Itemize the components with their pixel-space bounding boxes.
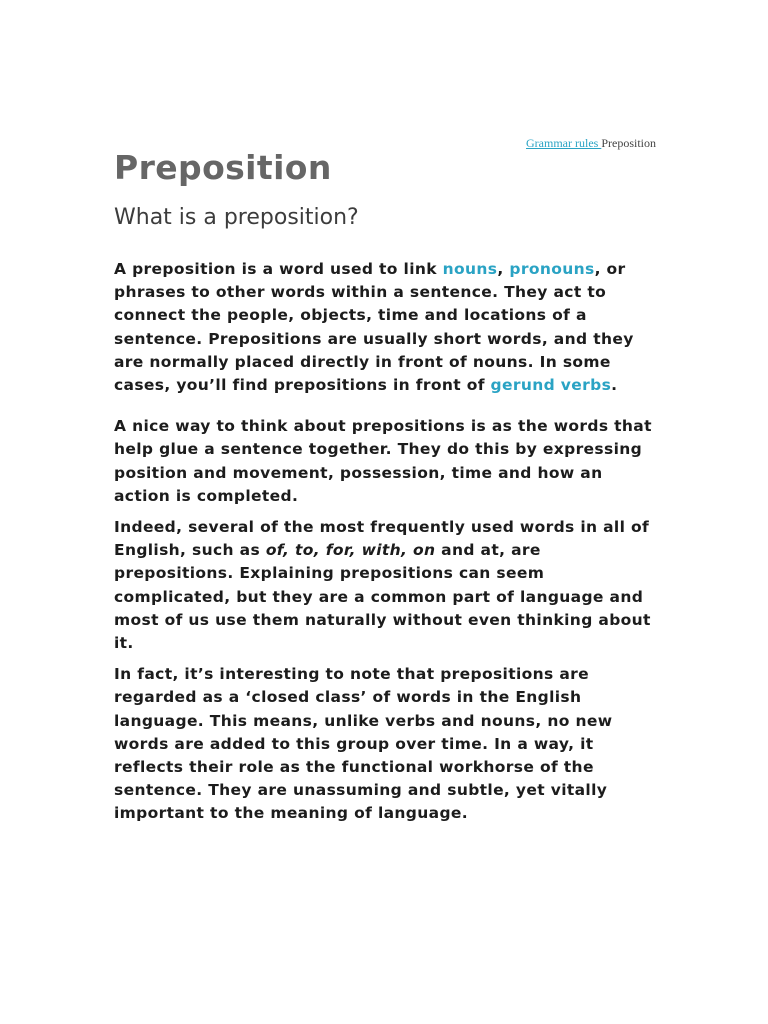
paragraph-text: and at, are prepositions. Explaining prepositions can seem complicated, but they are a common part of language and most of us use them naturally without even thinking about it.	[114, 541, 651, 653]
breadcrumb-current: Preposition	[601, 136, 656, 150]
paragraph-text: Indeed, several of the most frequently used words in all of English, such as	[114, 518, 650, 560]
paragraph-text: ,	[497, 260, 510, 278]
paragraph-definition	[114, 258, 659, 397]
page-title: Preposition	[114, 148, 332, 187]
paragraph-text: , or phrases to other words within a sentence. They act to connect the people, objects, time and locations of a sentence. Prepositions are usually short words, and they are normally placed directly in front of nouns. In some cases, you’ll find prepositions in front of	[114, 260, 634, 395]
paragraph-text: A preposition is a word used to link	[114, 260, 443, 278]
page-subtitle: What is a preposition?	[114, 205, 359, 230]
breadcrumb-link-grammar-rules[interactable]: Grammar rules	[526, 136, 602, 150]
nouns-link[interactable]: nouns	[442, 260, 498, 278]
paragraph-text: .	[611, 376, 618, 395]
paragraph-examples: of, to, for, with, on	[265, 541, 442, 560]
pronouns-link[interactable]: pronouns	[509, 260, 595, 278]
paragraph-frequency	[114, 516, 659, 655]
article	[114, 148, 659, 826]
paragraph-closed-class: In fact, it’s interesting to note that prepositions are regarded as a ‘closed class’ of words in the English language. This means, unlike verbs and nouns, no new words are added to this group over time. In a way, it reflects their role as the functional workhorse of the sentence. They are unassuming and subtle, yet vitally important to the meaning of language.	[114, 665, 613, 823]
paragraph-glue: A nice way to think about prepositions is as the words that help glue a sentence together. They do this by expressing position and movement, possession, time and how an action is completed.	[114, 417, 652, 505]
gerund-verbs-link[interactable]: gerund verbs	[490, 376, 612, 395]
